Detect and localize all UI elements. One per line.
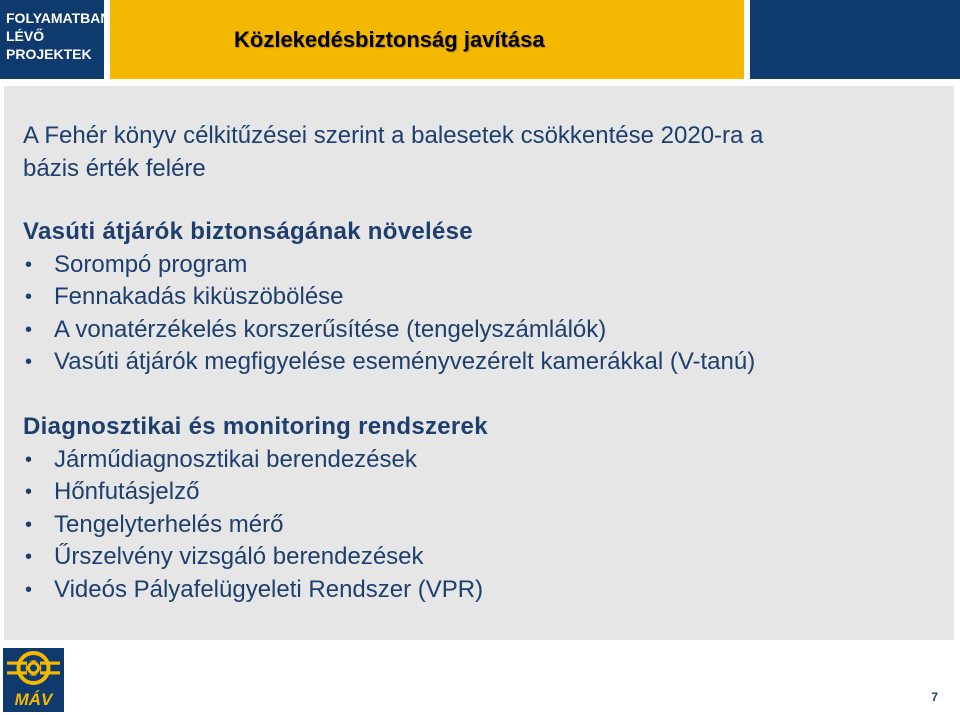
bullet-list bbox=[23, 249, 755, 379]
intro-text bbox=[23, 119, 763, 185]
list-item-text: Űrszelvény vizsgáló berendezések bbox=[54, 543, 424, 570]
list-item-text: Hőnfutásjelző bbox=[54, 478, 200, 505]
section-title: Diagnosztikai és monitoring rendszerek bbox=[23, 413, 488, 440]
list-item bbox=[23, 509, 488, 542]
slide-title: Közlekedésbiztonság javítása bbox=[234, 26, 545, 52]
intro-line-1: A Fehér könyv célkitűzései szerint a balesetek csökkentése 2020-ra a bbox=[23, 122, 764, 149]
list-item-text: Fennakadás kiküszöbölése bbox=[54, 283, 344, 310]
bullet-icon: • bbox=[25, 286, 33, 308]
header-left-line-1: FOLYAMATBAN bbox=[6, 10, 111, 26]
list-item-text: A vonatérzékelés korszerűsítése (tengelyszámlálók) bbox=[54, 315, 607, 343]
header-left-label bbox=[0, 0, 111, 79]
mav-logo bbox=[3, 648, 64, 712]
bullet-icon: • bbox=[25, 448, 33, 471]
bullet-icon: • bbox=[25, 578, 33, 601]
list-item bbox=[23, 346, 755, 379]
list-item bbox=[23, 281, 755, 314]
logo-text: MÁV bbox=[14, 690, 53, 709]
list-item-text: Vasúti átjárók megfigyelése eseményvezérelt kamerákkal (V-tanú) bbox=[54, 348, 756, 375]
intro-line-2: bázis érték felére bbox=[23, 155, 206, 182]
list-item-text: Járműdiagnosztikai berendezések bbox=[54, 445, 417, 473]
list-item bbox=[23, 476, 488, 509]
section-diagnostics bbox=[23, 411, 488, 606]
mav-wheel-logo-icon bbox=[3, 648, 64, 690]
list-item bbox=[23, 541, 488, 574]
bullet-icon: • bbox=[25, 513, 33, 536]
bullet-icon: • bbox=[25, 351, 33, 373]
header-right-block bbox=[750, 0, 960, 79]
list-item-text: Tengelyterhelés mérő bbox=[54, 510, 284, 538]
bullet-list bbox=[23, 444, 488, 607]
list-item-text: Sorompó program bbox=[54, 250, 248, 278]
list-item bbox=[23, 444, 488, 477]
bullet-icon: • bbox=[25, 253, 33, 276]
header-left-line-2: LÉVŐ bbox=[6, 28, 45, 44]
header-title-bar bbox=[110, 0, 744, 79]
section-railway-crossings bbox=[23, 216, 755, 379]
list-item bbox=[23, 249, 755, 282]
list-item-text: Videós Pályafelügyeleti Rendszer (VPR) bbox=[54, 575, 484, 603]
header-left-line-3: PROJEKTEK bbox=[6, 46, 92, 62]
page-number: 7 bbox=[931, 690, 938, 704]
content-panel bbox=[4, 86, 954, 640]
section-title: Vasúti átjárók biztonságának növelése bbox=[23, 218, 473, 245]
bullet-icon: • bbox=[25, 318, 33, 341]
list-item bbox=[23, 574, 488, 607]
list-item bbox=[23, 314, 755, 347]
bullet-icon: • bbox=[25, 481, 33, 503]
bullet-icon: • bbox=[25, 546, 33, 568]
